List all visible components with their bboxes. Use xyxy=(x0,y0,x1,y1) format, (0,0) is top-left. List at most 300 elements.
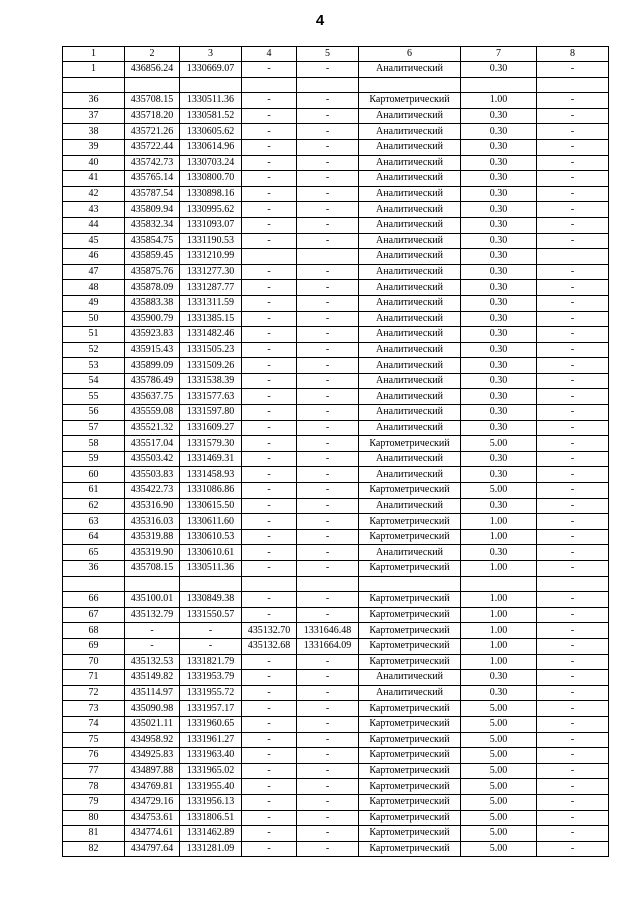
table-row xyxy=(63,405,609,421)
table-row xyxy=(63,62,609,78)
table-cell: - xyxy=(537,327,609,343)
table-row xyxy=(63,327,609,343)
table-cell: - xyxy=(537,545,609,561)
table-cell: 0.30 xyxy=(461,405,537,421)
table-cell: 1331965.02 xyxy=(180,763,242,779)
table-cell: 5.00 xyxy=(461,779,537,795)
table-cell: Картометрический xyxy=(359,483,461,499)
table-row xyxy=(63,701,609,717)
table-cell: 0.30 xyxy=(461,217,537,233)
table-cell: - xyxy=(537,186,609,202)
table-cell: 1331953.79 xyxy=(180,670,242,686)
table-cell: Аналитический xyxy=(359,202,461,218)
table-cell: Аналитический xyxy=(359,311,461,327)
table-cell: 434897.88 xyxy=(125,763,180,779)
table-row xyxy=(63,249,609,265)
table-cell: - xyxy=(297,358,359,374)
table-cell: Аналитический xyxy=(359,420,461,436)
table-cell: 1331311.59 xyxy=(180,295,242,311)
table-cell: 0.30 xyxy=(461,249,537,265)
table-cell: Аналитический xyxy=(359,155,461,171)
table-cell: 435114.97 xyxy=(125,685,180,701)
table-cell: - xyxy=(297,93,359,109)
table-cell: 1331955.72 xyxy=(180,685,242,701)
table-cell: - xyxy=(537,483,609,499)
table-cell: 5.00 xyxy=(461,483,537,499)
table-cell: - xyxy=(242,732,297,748)
table-cell: 81 xyxy=(63,826,125,842)
table-cell: - xyxy=(297,327,359,343)
table-cell: 435765.14 xyxy=(125,171,180,187)
table-cell: - xyxy=(242,171,297,187)
table-row xyxy=(63,826,609,842)
table-cell: 63 xyxy=(63,514,125,530)
table-cell: 435503.42 xyxy=(125,451,180,467)
table-cell: 5.00 xyxy=(461,701,537,717)
table-cell: 0.30 xyxy=(461,327,537,343)
table-cell: 55 xyxy=(63,389,125,405)
table-cell: 1331509.26 xyxy=(180,358,242,374)
table-cell: 435319.90 xyxy=(125,545,180,561)
table-cell: - xyxy=(537,779,609,795)
table-cell: - xyxy=(537,451,609,467)
table-cell: - xyxy=(297,436,359,452)
table-cell: - xyxy=(297,217,359,233)
table-row xyxy=(63,529,609,545)
table-cell: Картометрический xyxy=(359,716,461,732)
table-cell: 53 xyxy=(63,358,125,374)
table-cell: 5.00 xyxy=(461,810,537,826)
table-cell: 1331538.39 xyxy=(180,373,242,389)
table-cell: 0.30 xyxy=(461,108,537,124)
table-cell: 1.00 xyxy=(461,623,537,639)
table-cell: 435316.90 xyxy=(125,498,180,514)
table-cell: 1330669.07 xyxy=(180,62,242,78)
table-cell: 435149.82 xyxy=(125,670,180,686)
table-cell: - xyxy=(537,794,609,810)
table-row xyxy=(63,311,609,327)
table-cell: 73 xyxy=(63,701,125,717)
table-cell: 1330605.62 xyxy=(180,124,242,140)
table-cell: - xyxy=(242,654,297,670)
table-cell: Аналитический xyxy=(359,295,461,311)
column-header: 3 xyxy=(180,47,242,62)
table-row xyxy=(63,716,609,732)
table-cell: 0.30 xyxy=(461,389,537,405)
table-cell: 1.00 xyxy=(461,514,537,530)
table-cell: - xyxy=(297,545,359,561)
column-header: 2 xyxy=(125,47,180,62)
table-cell: 0.30 xyxy=(461,342,537,358)
table-row xyxy=(63,264,609,280)
table-cell xyxy=(297,249,359,265)
table-cell: Аналитический xyxy=(359,451,461,467)
table-row xyxy=(63,108,609,124)
table-cell: - xyxy=(537,264,609,280)
table-cell: 435854.75 xyxy=(125,233,180,249)
table-cell: - xyxy=(297,155,359,171)
table-cell: 37 xyxy=(63,108,125,124)
table-cell: 49 xyxy=(63,295,125,311)
table-cell: Картометрический xyxy=(359,592,461,608)
table-cell: Картометрический xyxy=(359,93,461,109)
table-cell: 1331482.46 xyxy=(180,327,242,343)
table-row xyxy=(63,670,609,686)
table-cell xyxy=(242,77,297,93)
table-cell: - xyxy=(297,654,359,670)
table-cell: 48 xyxy=(63,280,125,296)
table-cell: 1 xyxy=(63,62,125,78)
table-cell: - xyxy=(297,451,359,467)
table-cell: 435786.49 xyxy=(125,373,180,389)
table-row xyxy=(63,124,609,140)
table-cell: - xyxy=(537,810,609,826)
table-cell: 0.30 xyxy=(461,467,537,483)
table-cell: 435637.75 xyxy=(125,389,180,405)
table-cell: 46 xyxy=(63,249,125,265)
table-cell: - xyxy=(537,436,609,452)
table-row xyxy=(63,763,609,779)
table-cell: - xyxy=(537,716,609,732)
table-cell: Аналитический xyxy=(359,389,461,405)
table-cell: Картометрический xyxy=(359,763,461,779)
table-cell: - xyxy=(297,124,359,140)
table-cell: Картометрический xyxy=(359,514,461,530)
separator-row xyxy=(63,77,609,93)
table-row xyxy=(63,436,609,452)
table-cell: - xyxy=(242,498,297,514)
table-cell: 1331469.31 xyxy=(180,451,242,467)
table-cell: 0.30 xyxy=(461,498,537,514)
table-cell: 0.30 xyxy=(461,670,537,686)
table-cell: 58 xyxy=(63,436,125,452)
table-cell: - xyxy=(297,264,359,280)
table-cell: Аналитический xyxy=(359,358,461,374)
table-cell: 54 xyxy=(63,373,125,389)
table-cell: 1330995.62 xyxy=(180,202,242,218)
table-row xyxy=(63,841,609,857)
table-cell: - xyxy=(537,592,609,608)
table-row xyxy=(63,748,609,764)
table-cell: - xyxy=(297,373,359,389)
table-cell: 1330511.36 xyxy=(180,93,242,109)
table-cell: 435878.09 xyxy=(125,280,180,296)
column-header: 7 xyxy=(461,47,537,62)
table-cell: Картометрический xyxy=(359,841,461,857)
table-row xyxy=(63,451,609,467)
table-cell: - xyxy=(297,607,359,623)
table-cell: 435883.38 xyxy=(125,295,180,311)
table-cell: - xyxy=(242,826,297,842)
table-cell: 1331821.79 xyxy=(180,654,242,670)
table-cell: 0.30 xyxy=(461,545,537,561)
table-cell: 435132.70 xyxy=(242,623,297,639)
table-cell: Аналитический xyxy=(359,342,461,358)
table-cell: 435900.79 xyxy=(125,311,180,327)
table-cell: 1330898.16 xyxy=(180,186,242,202)
column-header: 4 xyxy=(242,47,297,62)
table-cell: 1330610.61 xyxy=(180,545,242,561)
table-cell: 1331287.77 xyxy=(180,280,242,296)
page-number: 4 xyxy=(315,12,325,29)
table-cell: - xyxy=(242,701,297,717)
table-cell: Аналитический xyxy=(359,124,461,140)
table-cell xyxy=(359,576,461,592)
table-cell: - xyxy=(242,810,297,826)
table-row xyxy=(63,685,609,701)
table-cell xyxy=(180,77,242,93)
table-cell: Картометрический xyxy=(359,529,461,545)
table-row xyxy=(63,483,609,499)
table-cell: - xyxy=(537,529,609,545)
table-cell: Картометрический xyxy=(359,701,461,717)
table-cell: 435859.45 xyxy=(125,249,180,265)
table-cell: - xyxy=(242,748,297,764)
table-cell: - xyxy=(242,763,297,779)
table-cell: - xyxy=(242,280,297,296)
table-cell: 1331385.15 xyxy=(180,311,242,327)
table-cell xyxy=(297,77,359,93)
table-cell: 82 xyxy=(63,841,125,857)
table-cell: 435422.73 xyxy=(125,483,180,499)
table-cell: - xyxy=(242,405,297,421)
table-cell: - xyxy=(242,358,297,374)
table-cell: 435708.15 xyxy=(125,561,180,577)
table-cell xyxy=(297,576,359,592)
table-cell: 1331093.07 xyxy=(180,217,242,233)
table-cell: - xyxy=(537,124,609,140)
table-cell xyxy=(125,77,180,93)
table-cell: 434774.61 xyxy=(125,826,180,842)
table-cell: 0.30 xyxy=(461,233,537,249)
table-cell: 62 xyxy=(63,498,125,514)
table-cell: 435503.83 xyxy=(125,467,180,483)
table-cell: 5.00 xyxy=(461,841,537,857)
table-row xyxy=(63,420,609,436)
table-cell: 1331609.27 xyxy=(180,420,242,436)
table-cell: - xyxy=(537,405,609,421)
table-header-row xyxy=(63,47,609,62)
table-cell: - xyxy=(297,701,359,717)
table-cell: - xyxy=(297,295,359,311)
table-cell: - xyxy=(242,529,297,545)
table-cell: 39 xyxy=(63,139,125,155)
table-cell xyxy=(537,249,609,265)
table-cell: 5.00 xyxy=(461,794,537,810)
table-cell: 435319.88 xyxy=(125,529,180,545)
table-cell: Аналитический xyxy=(359,62,461,78)
table-row xyxy=(63,514,609,530)
table-row xyxy=(63,342,609,358)
table-cell: 36 xyxy=(63,93,125,109)
table-cell: 64 xyxy=(63,529,125,545)
table-row xyxy=(63,155,609,171)
table-cell: - xyxy=(537,841,609,857)
table-cell: - xyxy=(537,654,609,670)
table-cell: - xyxy=(242,685,297,701)
table-cell: 1330581.52 xyxy=(180,108,242,124)
table-cell: 42 xyxy=(63,186,125,202)
table-cell: Аналитический xyxy=(359,280,461,296)
table-cell: 5.00 xyxy=(461,716,537,732)
table-cell xyxy=(537,576,609,592)
table-row xyxy=(63,654,609,670)
table-cell: Картометрический xyxy=(359,638,461,654)
table-row xyxy=(63,186,609,202)
table-cell: 1331281.09 xyxy=(180,841,242,857)
table-cell: 1.00 xyxy=(461,592,537,608)
table-cell: 1331806.51 xyxy=(180,810,242,826)
table-cell: - xyxy=(242,373,297,389)
table-cell: 435132.68 xyxy=(242,638,297,654)
table-row xyxy=(63,545,609,561)
table-cell: - xyxy=(242,451,297,467)
table-cell: - xyxy=(297,186,359,202)
table-cell: 1330703.24 xyxy=(180,155,242,171)
table-cell: 435708.15 xyxy=(125,93,180,109)
table-cell: 68 xyxy=(63,623,125,639)
table-cell: - xyxy=(242,233,297,249)
table-cell: - xyxy=(537,155,609,171)
table-cell: 43 xyxy=(63,202,125,218)
table-cell: - xyxy=(297,529,359,545)
table-cell: - xyxy=(537,389,609,405)
table-cell: Аналитический xyxy=(359,373,461,389)
table-row xyxy=(63,280,609,296)
table-cell: - xyxy=(242,217,297,233)
table-cell: Аналитический xyxy=(359,217,461,233)
table-row xyxy=(63,794,609,810)
table-cell: 0.30 xyxy=(461,358,537,374)
table-cell: - xyxy=(242,389,297,405)
table-cell: 0.30 xyxy=(461,295,537,311)
table-cell: 434925.83 xyxy=(125,748,180,764)
table-row xyxy=(63,607,609,623)
separator-row xyxy=(63,576,609,592)
table-cell: - xyxy=(297,420,359,436)
table-cell: - xyxy=(297,514,359,530)
table-cell: - xyxy=(242,108,297,124)
table-cell: 52 xyxy=(63,342,125,358)
table-cell: Аналитический xyxy=(359,405,461,421)
table-row xyxy=(63,358,609,374)
table-cell: - xyxy=(242,202,297,218)
table-row xyxy=(63,93,609,109)
table-cell: - xyxy=(297,748,359,764)
table-cell: - xyxy=(297,62,359,78)
table-cell: 56 xyxy=(63,405,125,421)
table-cell: 1.00 xyxy=(461,93,537,109)
table-cell: Аналитический xyxy=(359,186,461,202)
table-cell: 1330511.36 xyxy=(180,561,242,577)
table-cell: - xyxy=(242,186,297,202)
table-cell: 434769.81 xyxy=(125,779,180,795)
table-cell: 0.30 xyxy=(461,685,537,701)
table-cell: - xyxy=(242,561,297,577)
table-cell: 69 xyxy=(63,638,125,654)
table-cell: - xyxy=(242,592,297,608)
table-row xyxy=(63,373,609,389)
table-cell: 0.30 xyxy=(461,311,537,327)
table-cell: 435090.98 xyxy=(125,701,180,717)
table-cell: - xyxy=(537,233,609,249)
table-cell: - xyxy=(297,311,359,327)
table-cell: - xyxy=(537,139,609,155)
table-cell: - xyxy=(537,623,609,639)
table-cell: - xyxy=(242,139,297,155)
table-cell: - xyxy=(537,607,609,623)
table-cell: Картометрический xyxy=(359,732,461,748)
table-cell: - xyxy=(242,342,297,358)
table-cell: - xyxy=(537,638,609,654)
table-cell: - xyxy=(537,561,609,577)
table-cell: - xyxy=(297,139,359,155)
table-cell: 1330611.60 xyxy=(180,514,242,530)
table-cell: Картометрический xyxy=(359,561,461,577)
table-cell: 0.30 xyxy=(461,451,537,467)
table-cell: 40 xyxy=(63,155,125,171)
table-cell: 435718.20 xyxy=(125,108,180,124)
table-row xyxy=(63,202,609,218)
table-cell: - xyxy=(242,545,297,561)
table-cell xyxy=(461,77,537,93)
table-cell xyxy=(359,77,461,93)
table-cell: - xyxy=(537,171,609,187)
table-row xyxy=(63,561,609,577)
table-cell: - xyxy=(297,841,359,857)
table-cell: - xyxy=(297,233,359,249)
table-cell: 1331597.80 xyxy=(180,405,242,421)
table-cell: - xyxy=(537,280,609,296)
table-cell: 5.00 xyxy=(461,436,537,452)
table-cell: - xyxy=(125,638,180,654)
table-cell: 1.00 xyxy=(461,561,537,577)
table-row xyxy=(63,810,609,826)
table-cell: 78 xyxy=(63,779,125,795)
table-cell: 77 xyxy=(63,763,125,779)
table-cell: - xyxy=(537,108,609,124)
table-body xyxy=(63,62,609,857)
table-cell: 1331577.63 xyxy=(180,389,242,405)
table-cell: Картометрический xyxy=(359,810,461,826)
table-cell: - xyxy=(242,483,297,499)
table-cell: - xyxy=(297,389,359,405)
table-cell: 435721.26 xyxy=(125,124,180,140)
table-cell: - xyxy=(297,685,359,701)
table-cell: 435517.04 xyxy=(125,436,180,452)
table-row xyxy=(63,217,609,233)
table-cell: 1331505.23 xyxy=(180,342,242,358)
table-cell: Аналитический xyxy=(359,171,461,187)
table-cell xyxy=(242,249,297,265)
table-cell: - xyxy=(242,93,297,109)
table-cell: 1331190.53 xyxy=(180,233,242,249)
table-cell: 79 xyxy=(63,794,125,810)
table-cell: - xyxy=(537,358,609,374)
table-cell: - xyxy=(297,716,359,732)
table-cell: - xyxy=(537,701,609,717)
table-cell: - xyxy=(242,124,297,140)
table-cell: 72 xyxy=(63,685,125,701)
table-cell: - xyxy=(242,607,297,623)
table-cell: 1.00 xyxy=(461,638,537,654)
table-cell: 435832.34 xyxy=(125,217,180,233)
table-row xyxy=(63,592,609,608)
table-row xyxy=(63,498,609,514)
table-cell: 0.30 xyxy=(461,155,537,171)
table-cell: - xyxy=(180,623,242,639)
table-cell: Аналитический xyxy=(359,670,461,686)
